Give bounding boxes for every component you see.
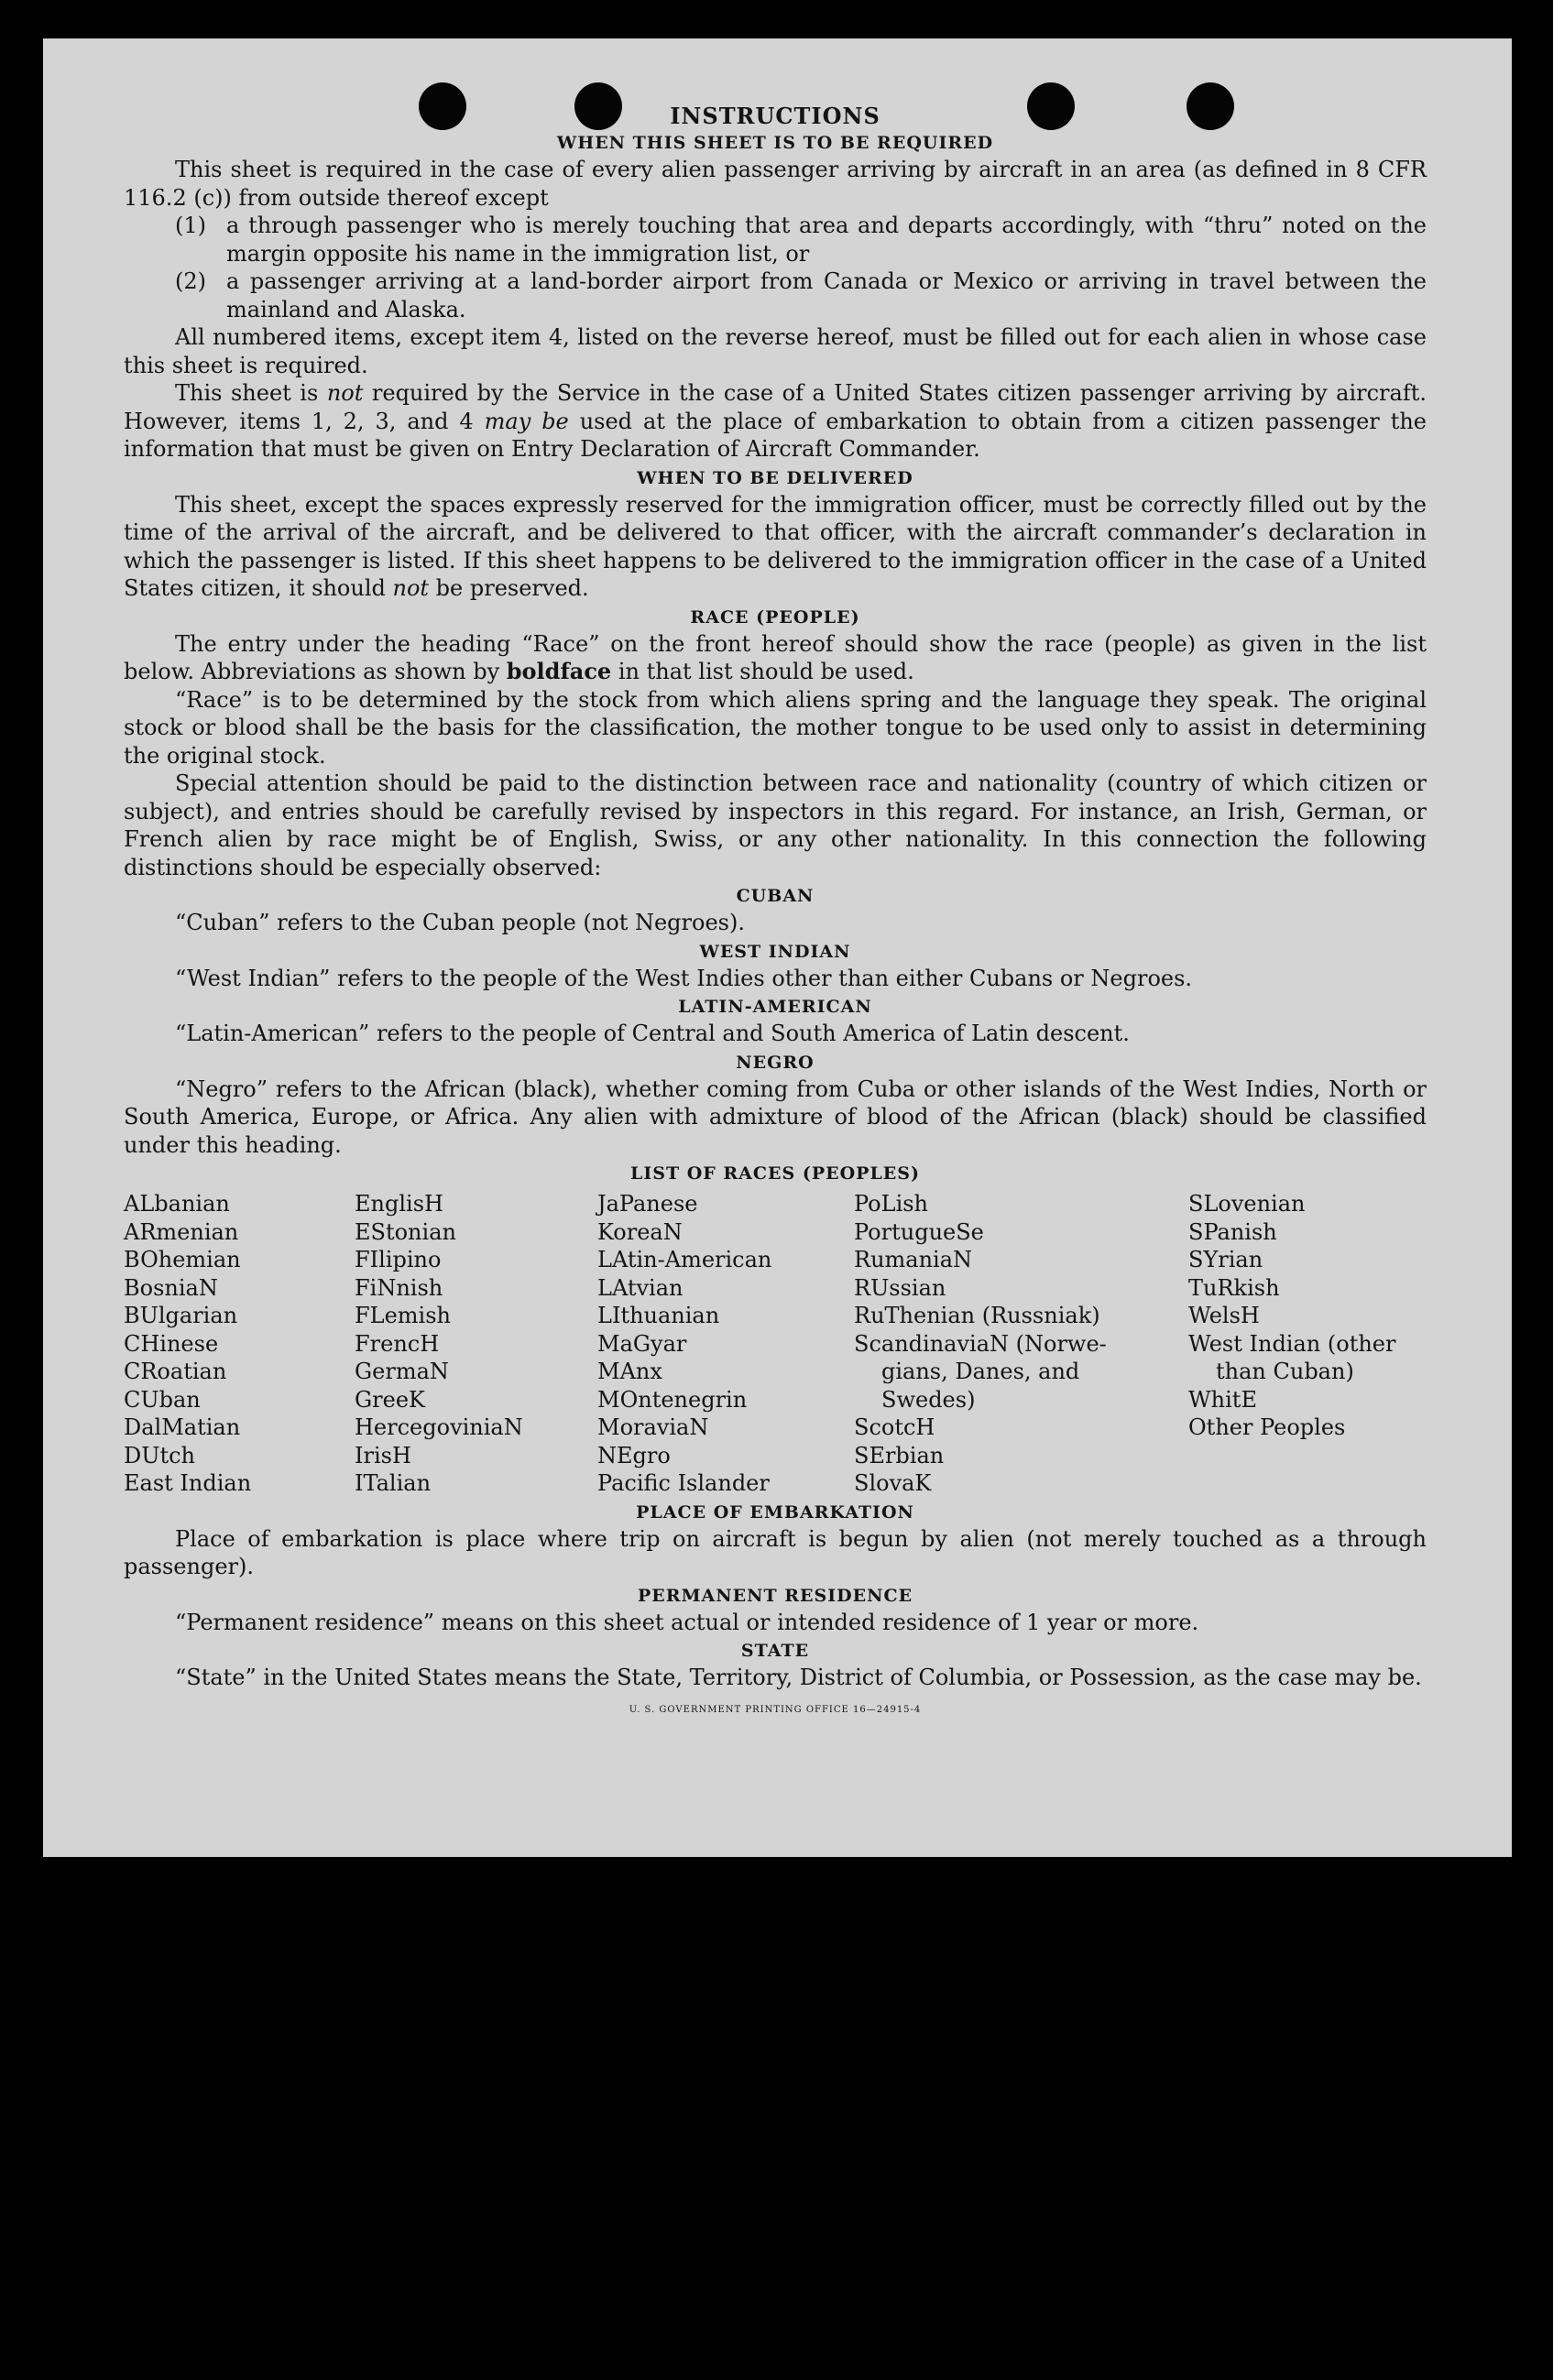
- paragraph-required: This sheet is required in the case of every alien passenger arriving by aircraft in an area (as defined in 8 CFR 116.2 (c)) from outside thereof except: [124, 157, 1427, 211]
- race-entry: KoreaN: [597, 1218, 683, 1245]
- paragraph-state: “State” in the United States means the State, Territory, District of Columbia, or Possession, as the case may be.: [175, 1665, 1422, 1690]
- race-entry: BOhemian: [124, 1247, 241, 1272]
- race-entry: WhitE: [1188, 1386, 1257, 1413]
- race-entry: CRoatian: [124, 1359, 227, 1384]
- races-column-5: [1188, 1190, 1422, 1498]
- race-entry: BosniaN: [124, 1274, 218, 1301]
- heading-when-required: WHEN THIS SHEET IS TO BE REQUIRED: [556, 133, 994, 153]
- races-column-3: [597, 1190, 854, 1498]
- race-entry: HercegoviniaN: [355, 1414, 523, 1440]
- heading-embarkation: PLACE OF EMBARKATION: [636, 1501, 914, 1523]
- paragraph-race-nationality: Special attention should be paid to the distinction between race and nationality (country of which citizen or subject), and entries should be carefully revised by inspectors in this regard. For instance, an Irish, German, or French alien by race might be of English, Swiss, or any other nationality. In this connection the following distinctions should be especially observed:: [124, 770, 1427, 880]
- paragraph-citizen: This sheet is not required by the Service in the case of a United States citizen passenger arriving by aircraft. However, items 1, 2, 3, and 4 may be used at the place of embarkation to obtain from a citizen passenger the information that must be given on Entry Declaration of Aircraft Commander.: [124, 380, 1427, 462]
- race-entry: SErbian: [854, 1442, 945, 1468]
- race-entry: FiNnish: [355, 1274, 443, 1301]
- race-entry: ScotcH: [854, 1414, 935, 1440]
- race-entry: East Indian: [124, 1470, 252, 1496]
- races-column-4: [854, 1190, 1188, 1498]
- race-entry: TuRkish: [1188, 1274, 1280, 1301]
- race-entry: MoraviaN: [597, 1414, 709, 1440]
- printing-office-footer: U. S. GOVERNMENT PRINTING OFFICE 16—24915-4: [629, 1704, 922, 1715]
- race-entry: BUlgarian: [124, 1303, 238, 1328]
- race-entry: than Cuban): [1216, 1359, 1354, 1384]
- race-entry: LIthuanian: [597, 1303, 720, 1328]
- heading-latin-american: LATIN-AMERICAN: [678, 997, 872, 1017]
- race-entry: GreeK: [355, 1386, 425, 1413]
- punch-hole-2: [574, 82, 622, 130]
- document-sheet: [43, 38, 1512, 1857]
- races-list: [124, 1190, 1427, 1498]
- race-entry: DUtch: [124, 1442, 196, 1468]
- page-title: INSTRUCTIONS: [670, 103, 880, 129]
- race-entry: SLovenian: [1188, 1191, 1306, 1217]
- race-entry: MaGyar: [597, 1330, 687, 1357]
- race-entry: CUban: [124, 1386, 201, 1413]
- race-entry: ALbanian: [124, 1191, 230, 1217]
- race-entry: PoLish: [854, 1191, 929, 1217]
- punch-hole-1: [419, 82, 466, 130]
- race-entry: LAtin-American: [597, 1247, 772, 1272]
- race-entry: FIlipino: [355, 1247, 442, 1272]
- exception-item-2: [124, 267, 1427, 323]
- paragraph-delivered: This sheet, except the spaces expressly reserved for the immigration officer, must be correctly filled out by the time of the arrival of the aircraft, and be delivered to that officer, with the aircraft commander’s declaration in which the passenger is listed. If this sheet happens to be delivered to the immigration officer in the case of a United States citizen, it should not be preserved.: [124, 491, 1427, 601]
- heading-state: STATE: [740, 1641, 810, 1661]
- heading-list-of-races: LIST OF RACES (PEOPLES): [630, 1163, 920, 1184]
- paragraph-race-stock: “Race” is to be determined by the stock from which aliens spring and the language they speak. The original stock or blood shall be the basis for the classification, the mother tongue to be used only to assist in determining the original stock.: [124, 686, 1427, 769]
- race-entry: SPanish: [1188, 1218, 1277, 1245]
- race-entry: PortugueSe: [854, 1218, 984, 1245]
- paragraph-latin-american: “Latin-American” refers to the people of Central and South America of Latin descent.: [175, 1021, 1130, 1046]
- race-entry: MOntenegrin: [597, 1386, 748, 1413]
- race-entry: ARmenian: [124, 1218, 239, 1245]
- race-entry: RuThenian (Russniak): [854, 1303, 1100, 1328]
- heading-west-indian: WEST INDIAN: [699, 941, 851, 962]
- race-entry: Other Peoples: [1188, 1414, 1346, 1440]
- race-entry: ScandinaviaN (Norwe-: [854, 1330, 1107, 1357]
- race-entry: WelsH: [1188, 1303, 1260, 1328]
- punch-hole-3: [1027, 82, 1075, 130]
- heading-cuban: CUBAN: [736, 886, 815, 906]
- heading-negro: NEGRO: [736, 1052, 815, 1073]
- item-text: a passenger arriving at a land-border airport from Canada or Mexico or arriving in travel between the mainland and Alaska.: [226, 268, 1427, 322]
- paragraph-west-indian: “West Indian” refers to the people of the West Indies other than either Cubans or Negroes.: [175, 965, 1193, 991]
- race-entry: JaPanese: [597, 1191, 698, 1217]
- races-column-2: [355, 1190, 597, 1498]
- race-entry: GermaN: [355, 1359, 449, 1384]
- race-entry: LAtvian: [597, 1274, 684, 1301]
- paragraph-race-entry: The entry under the heading “Race” on the front hereof should show the race (people) as given in the list below. Abbreviations as shown by boldface in that list should be used.: [124, 630, 1427, 684]
- item-number: (1): [175, 213, 206, 238]
- item-text: a through passenger who is merely touching that area and departs accordingly, with “thru” noted on the margin opposite his name in the immigration list, or: [226, 213, 1427, 267]
- race-entry: West Indian (other: [1188, 1330, 1396, 1357]
- race-entry: RumaniaN: [854, 1247, 973, 1272]
- race-entry: CHinese: [124, 1330, 219, 1357]
- race-entry: SYrian: [1188, 1247, 1263, 1272]
- race-entry: Pacific Islander: [597, 1470, 770, 1496]
- race-entry: EnglisH: [355, 1191, 443, 1217]
- race-entry: RUssian: [854, 1274, 946, 1301]
- race-entry: FrencH: [355, 1330, 440, 1357]
- race-entry: NEgro: [597, 1442, 671, 1468]
- paragraph-negro: “Negro” refers to the African (black), whether coming from Cuba or other islands of the West Indies, North or South America, Europe, or Africa. Any alien with admixture of blood of the African (black) should be classified under this heading.: [124, 1075, 1427, 1158]
- exception-item-1: [124, 212, 1427, 267]
- races-column-1: [124, 1190, 355, 1498]
- paragraph-cuban: “Cuban” refers to the Cuban people (not Negroes).: [175, 910, 745, 935]
- punch-hole-4: [1187, 82, 1234, 130]
- paragraph-numbered-items: All numbered items, except item 4, listed on the reverse hereof, must be filled out for each alien in whose case this sheet is required.: [124, 324, 1427, 378]
- paragraph-permanent-residence: “Permanent residence” means on this sheet actual or intended residence of 1 year or more.: [175, 1609, 1199, 1635]
- race-entry: SlovaK: [854, 1470, 932, 1496]
- paragraph-embarkation: Place of embarkation is place where trip on aircraft is begun by alien (not merely touched as a through passenger).: [124, 1525, 1427, 1579]
- heading-when-delivered: WHEN TO BE DELIVERED: [637, 467, 913, 488]
- race-entry: MAnx: [597, 1359, 662, 1384]
- race-entry: DalMatian: [124, 1414, 241, 1440]
- race-entry: FLemish: [355, 1303, 451, 1328]
- item-number: (2): [175, 268, 206, 294]
- race-entry: gians, Danes, and: [881, 1359, 1080, 1384]
- heading-race: RACE (PEOPLE): [690, 606, 860, 628]
- heading-permanent-residence: PERMANENT RESIDENCE: [637, 1585, 913, 1606]
- race-entry: ITalian: [355, 1470, 432, 1496]
- race-entry: IrisH: [355, 1442, 411, 1468]
- race-entry: EStonian: [355, 1218, 456, 1245]
- race-entry: Swedes): [881, 1386, 976, 1413]
